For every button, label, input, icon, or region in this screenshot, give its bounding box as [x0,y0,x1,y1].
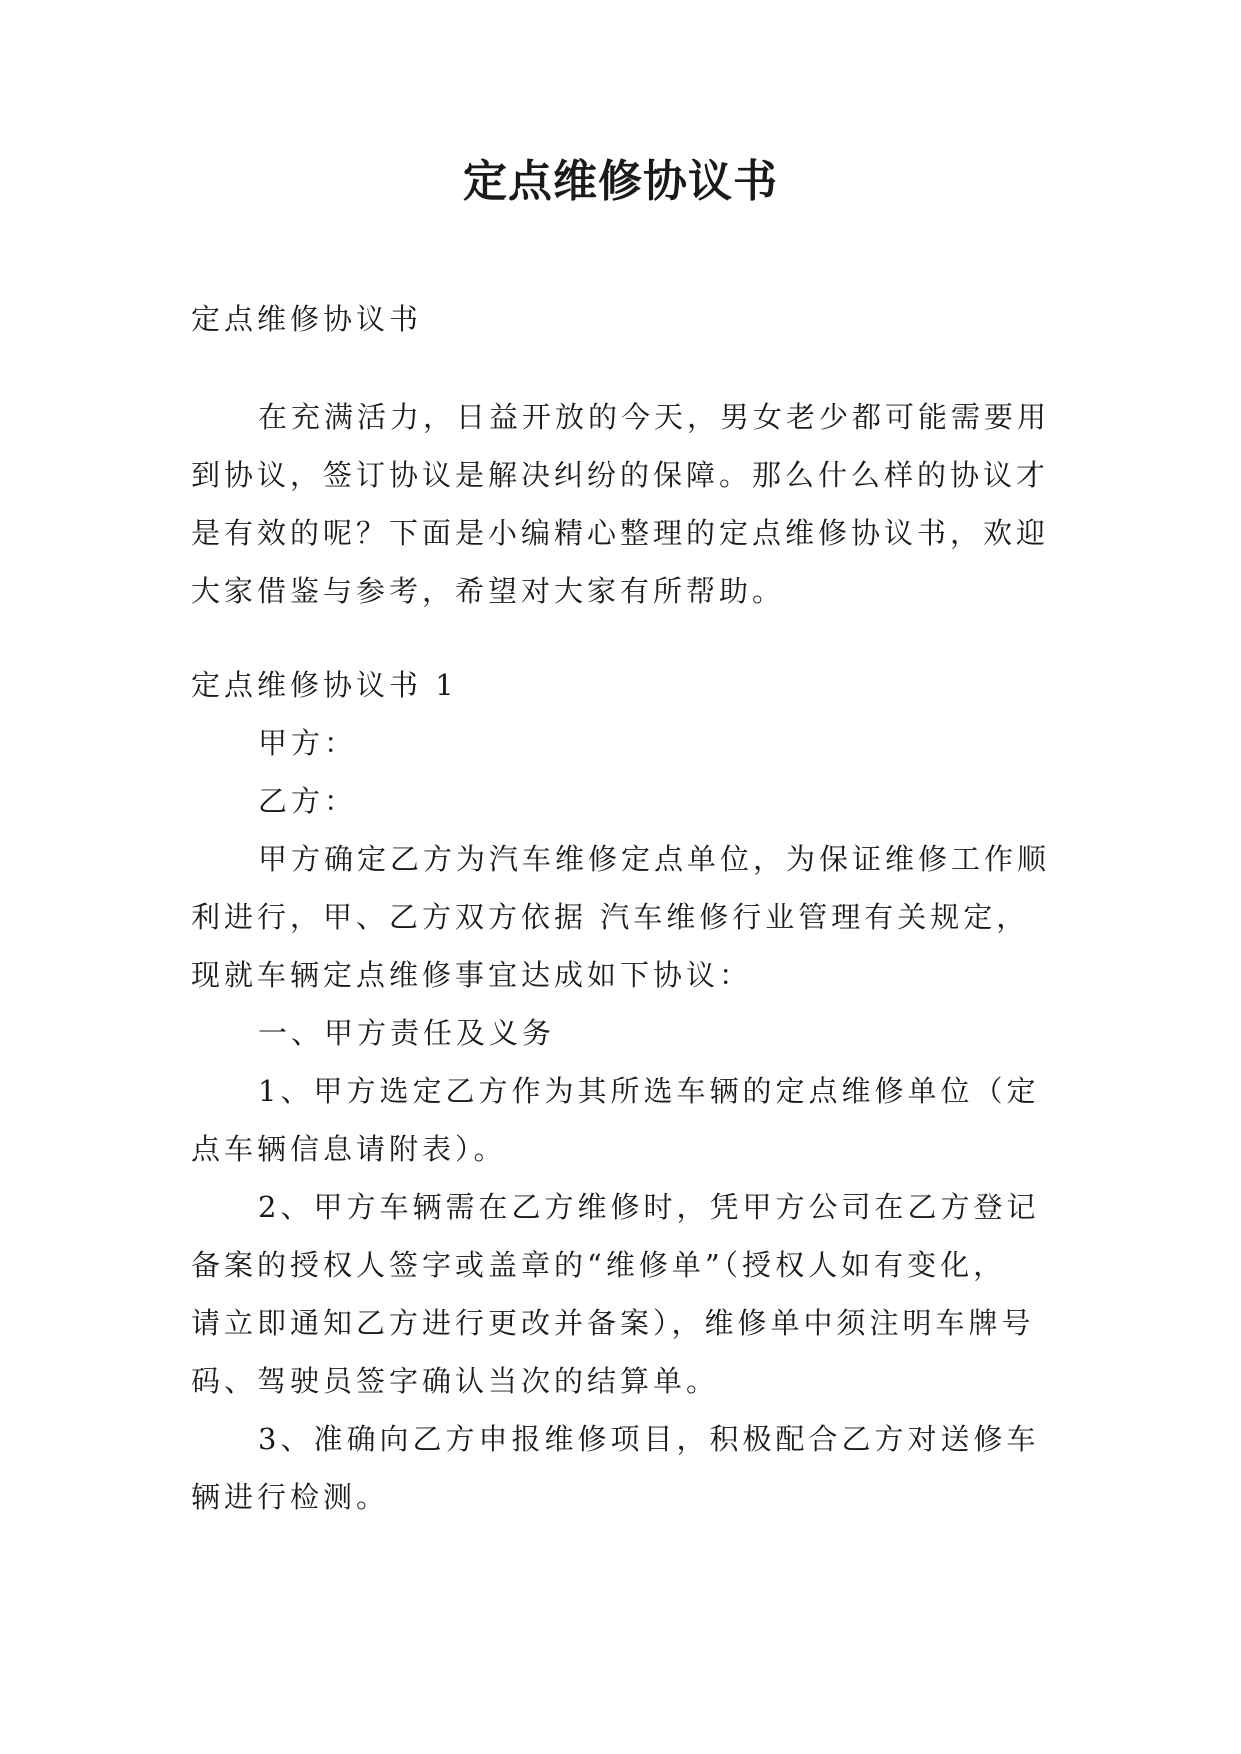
subtitle-line: 定点维修协议书 [191,302,423,336]
document-title: 定点维修协议书 [463,156,778,207]
party-b-line: 乙方： [258,784,358,818]
preamble-line-1: 甲方确定乙方为汽车维修定点单位，为保证维修工作顺 [258,842,1051,876]
preamble-line-3: 现就车辆定点维修事宜达成如下协议： [191,958,753,992]
clause-1-line-1: 1、甲方选定乙方作为其所选车辆的定点维修单位（定 [258,1074,1040,1108]
clause-2-line-2: 备案的授权人签字或盖章的“维修单”（授权人如有变化， [191,1248,1007,1282]
intro-line-4: 大家借鉴与参考，希望对大家有所帮助。 [191,574,786,608]
clause-2-line-1: 2、甲方车辆需在乙方维修时，凭甲方公司在乙方登记 [258,1190,1040,1224]
clause-2-line-4: 码、驾驶员签字确认当次的结算单。 [191,1364,720,1398]
clause-3-line-2: 辆进行检测。 [191,1480,390,1514]
clause-2-line-3: 请立即通知乙方进行更改并备案），维修单中须注明车牌号 [191,1306,1035,1340]
party-a-line: 甲方： [258,726,358,760]
clause-heading: 一、甲方责任及义务 [258,1016,556,1050]
clause-3-line-1: 3、准确向乙方申报维修项目，积极配合乙方对送修车 [258,1422,1040,1456]
preamble-line-2: 利进行，甲、乙方双方依据 汽车维修行业管理有关规定， [191,900,1030,934]
intro-line-2: 到协议，签订协议是解决纠纷的保障。那么什么样的协议才 [191,458,1050,492]
clause-1-line-2: 点车辆信息请附表）。 [191,1132,507,1166]
intro-line-3: 是有效的呢？下面是小编精心整理的定点维修协议书，欢迎 [191,516,1050,550]
section-heading: 定点维修协议书 1 [191,668,458,702]
intro-line-1: 在充满活力，日益开放的今天，男女老少都可能需要用 [258,400,1051,434]
